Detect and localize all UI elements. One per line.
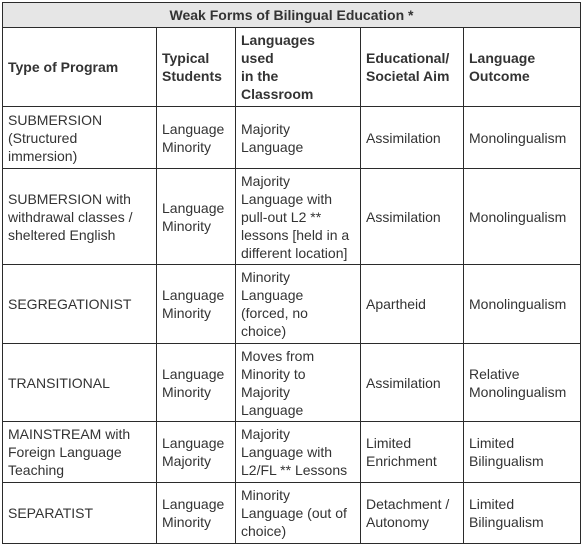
cell-languages: Moves from Minority to Majority Language (236, 344, 361, 422)
cell-program: SUBMERSION (Structured immersion) (3, 107, 157, 169)
table-row (3, 422, 581, 483)
cell-languages: Minority Language (forced, no choice) (236, 265, 361, 344)
cell-students: Language Majority (157, 422, 236, 483)
cell-outcome: Monolingualism (464, 107, 581, 169)
table-container (2, 2, 580, 550)
table-row (3, 344, 581, 422)
title-row (3, 3, 581, 28)
header-languages-used: Languages used in the Classroom (236, 28, 361, 107)
table-title: Weak Forms of Bilingual Education * (3, 3, 581, 28)
cell-aim: Limited Enrichment (361, 422, 464, 483)
cell-outcome: Relative Monolingualism (464, 344, 581, 422)
cell-aim: Detachment / Autonomy (361, 483, 464, 544)
cell-program: MAINSTREAM with Foreign Language Teaching (3, 422, 157, 483)
cell-students: Language Minority (157, 169, 236, 265)
table-row (3, 265, 581, 344)
cell-outcome: Monolingualism (464, 265, 581, 344)
header-typical-students: Typical Students (157, 28, 236, 107)
cell-outcome: Limited Bilingualism (464, 422, 581, 483)
cell-program: SUBMERSION with withdrawal classes / sheltered English (3, 169, 157, 265)
cell-languages: Majority Language with pull-out L2 ** lessons [held in a different location] (236, 169, 361, 265)
table-row (3, 107, 581, 169)
bilingual-education-table (2, 2, 581, 544)
table-row (3, 169, 581, 265)
cell-outcome: Limited Bilingualism (464, 483, 581, 544)
cell-program: SEPARATIST (3, 483, 157, 544)
header-row (3, 28, 581, 107)
cell-languages: Majority Language with L2/FL ** Lessons (236, 422, 361, 483)
cell-languages: Majority Language (236, 107, 361, 169)
cell-aim: Apartheid (361, 265, 464, 344)
cell-program: SEGREGATIONIST (3, 265, 157, 344)
cell-aim: Assimilation (361, 169, 464, 265)
cell-aim: Assimilation (361, 107, 464, 169)
cell-students: Language Minority (157, 107, 236, 169)
header-educational-aim: Educational/ Societal Aim (361, 28, 464, 107)
cell-languages: Minority Language (out of choice) (236, 483, 361, 544)
cell-program: TRANSITIONAL (3, 344, 157, 422)
cell-aim: Assimilation (361, 344, 464, 422)
cell-students: Language Minority (157, 483, 236, 544)
table-row (3, 483, 581, 544)
cell-outcome: Monolingualism (464, 169, 581, 265)
header-type-of-program: Type of Program (3, 28, 157, 107)
cell-students: Language Minority (157, 265, 236, 344)
cell-students: Language Minority (157, 344, 236, 422)
header-language-outcome: Language Outcome (464, 28, 581, 107)
